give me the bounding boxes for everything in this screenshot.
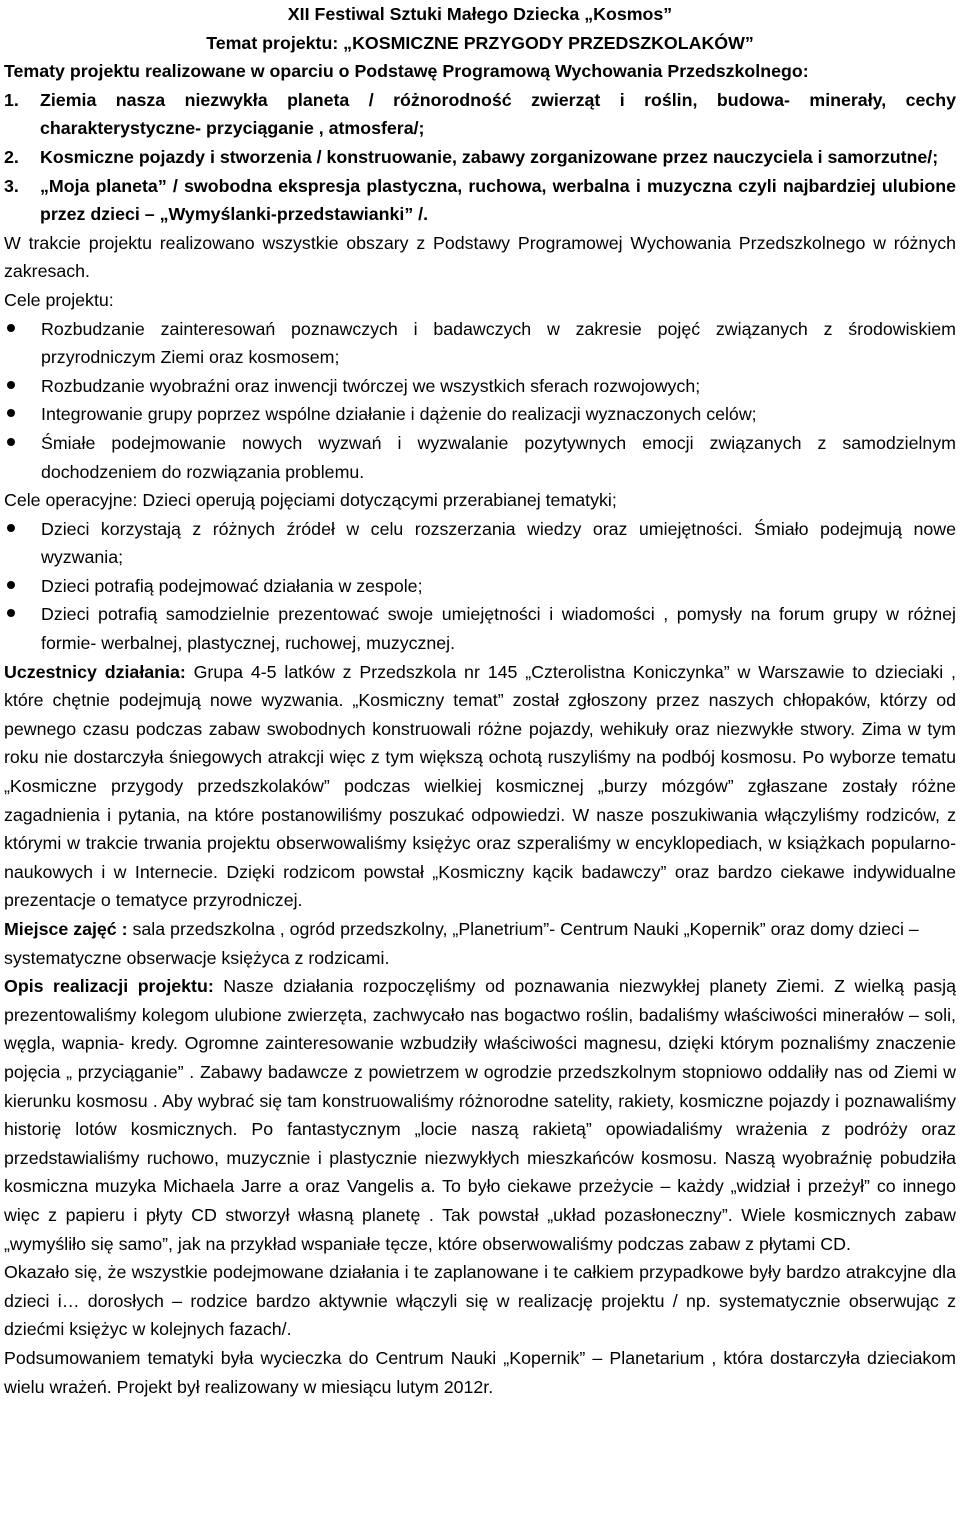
project-title: Temat projektu: „KOSMICZNE PRZYGODY PRZEDSZKOLAKÓW” [206, 32, 754, 53]
topic-number: 3. [4, 175, 19, 196]
goal-text: Rozbudzanie zainteresowań poznawczych i badawczych w zakresie pojęć związanych z środowiskiem przyrodniczym Ziemi oraz kosmosem; [41, 318, 956, 368]
topic-item [4, 172, 956, 229]
topic-text: „Moja planeta” / swobodna ekspresja plastyczna, ruchowa, werbalna i muzyczna czyli najbardziej ulubione przez dzieci – „Wymyślanki-przedstawianki” /. [40, 175, 956, 225]
operational-goals-heading: Cele operacyjne: [4, 490, 138, 511]
bullet-icon [7, 409, 15, 417]
bullet-icon [7, 581, 15, 589]
participants-paragraph [4, 658, 956, 915]
goals-list [4, 315, 956, 487]
bullet-icon [7, 381, 15, 389]
topic-text: Kosmiczne pojazdy i stworzenia / konstruowanie, zabawy zorganizowane przez nauczyciela i samorzutne/; [40, 146, 939, 167]
operational-goals-intro: Dzieci operują pojęciami dotyczącymi przerabianej tematyki; [137, 490, 617, 511]
operational-goal-item [4, 600, 956, 657]
participants-text: Grupa 4-5 latków z Przedszkola nr 145 „Czterolistna Koniczynka” w Warszawie to dzieciaki , które chętnie podejmują nowe wyzwania. „Kosmiczny temat” został zgłoszony przez naszych chłopaków, którzy od pewnego czasu podczas zabaw swobodnych konstruowali różne pojazdy, wehikuły oraz niezwykłe stwory. Zima w tym roku nie dostarczyła śniegowych atrakcji więc z tym większą ochotą ruszyliśmy na podbój kosmosu. Po wyborze tematu „Kosmiczne przygody przedszkolaków” podczas wielkiej kosmicznej „burzy mózgów” zgłaszane zostały różne zagadnienia i pytania, na które postanowiliśmy poszukać odpowiedzi. W nasze poszukiwania włączyliśmy rodziców, z którymi w trakcie trwania projektu obserwowaliśmy księżyc oraz szperaliśmy w encyklopediach, w książkach popularno-naukowych i w Internecie. Dzięki rodzicom powstał „Kosmiczny kącik badawczy” oraz bardzo ciekawe indywidualne prezentacje o tematyce przyrodniczej. [4, 661, 956, 911]
topic-item [4, 86, 956, 143]
operational-goal-text: Dzieci korzystają z różnych źródeł w celu rozszerzania wiedzy oraz umiejętności. Śmiało podejmują nowe wyzwania; [41, 518, 956, 568]
topic-text: Ziemia nasza niezwykła planeta / różnorodność zwierząt i roślin, budowa- minerały, cechy charakterystyczne- przyciąganie , atmosfera/; [40, 89, 956, 139]
summary-paragraph: Podsumowaniem tematyki była wycieczka do Centrum Nauki „Kopernik” – Planetarium , która dostarczyła dzieciakom wielu wrażeń. Projekt był realizowany w miesiącu lutym 2012r. [4, 1347, 956, 1397]
topics-intro: Tematy projektu realizowane w oparciu o Podstawę Programową Wychowania Przedszkolnego: [4, 61, 809, 82]
goal-item [4, 315, 956, 372]
topic-item [4, 143, 956, 172]
operational-goal-text: Dzieci potrafią samodzielnie prezentować swoje umiejętności i wiadomości , pomysły na forum grupy w różnej formie- werbalnej, plastycznej, ruchowej, muzycznej. [41, 604, 956, 654]
place-heading: Miejsce zajęć : [4, 919, 128, 939]
operational-goal-item [4, 572, 956, 601]
topic-number: 1. [4, 89, 19, 110]
bullet-icon [7, 524, 15, 532]
topics-list [4, 86, 956, 229]
place-text: sala przedszkolna , ogród przedszkolny, „Planetrium”- Centrum Nauki „Kopernik” oraz domy dzieci – systematyczne obserwacje księżyca z rodzicami. [4, 919, 919, 968]
goal-text: Śmiałe podejmowanie nowych wyzwań i wyzwalanie pozytywnych emocji związanych z samodzielnym dochodzeniem do rozwiązania problemu. [41, 432, 956, 482]
operational-goal-item [4, 515, 956, 572]
operational-goals-list [4, 515, 956, 658]
operational-goals-paragraph [4, 486, 956, 515]
goal-text: Integrowanie grupy poprzez wspólne działanie i dążenie do realizacji wyznaczonych celów; [41, 404, 757, 425]
goal-item [4, 372, 956, 401]
goal-item [4, 400, 956, 429]
bullet-icon [7, 438, 15, 446]
scope-paragraph: W trakcie projektu realizowano wszystkie obszary z Podstawy Programowej Wychowania Przedszkolnego w różnych zakresach. [4, 232, 956, 282]
bullet-icon [7, 609, 15, 617]
conclusion-paragraph: Okazało się, że wszystkie podejmowane działania i te zaplanowane i te całkiem przypadkowe były bardzo atrakcyjne dla dzieci i… dorosłych – rodzice bardzo aktywnie włączyli się w realizację projektu / np. systematycznie obserwując z dziećmi księżyc w kolejnych fazach/. [4, 1262, 956, 1340]
goal-item [4, 429, 956, 486]
participants-heading: Uczestnicy działania: [4, 661, 186, 682]
festival-title: XII Festiwal Sztuki Małego Dziecka „Kosmos” [287, 4, 673, 24]
goals-heading: Cele projektu: [4, 289, 114, 310]
goal-text: Rozbudzanie wyobraźni oraz inwencji twórczej we wszystkich sferach rozwojowych; [41, 375, 701, 396]
description-heading: Opis realizacji projektu: [4, 976, 214, 997]
bullet-icon [7, 324, 15, 332]
description-paragraph [4, 972, 956, 1258]
operational-goal-text: Dzieci potrafią podejmować działania w zespole; [41, 575, 423, 596]
description-text: Nasze działania rozpoczęliśmy od poznawania niezwykłej planety Ziemi. Z wielką pasją prezentowaliśmy kolegom ulubione zwierzęta, zachwycało nas bogactwo roślin, badaliśmy właściwości minerałów – soli, węgla, wapnia- kredy. Ogromne zainteresowanie wzbudziły właściwości magnesu, dzięki którym poznaliśmy znaczenie pojęcia „ przyciąganie” . Zabawy badawcze z powietrzem w ogrodzie przedszkolnym stopniowo oddaliły nas od Ziemi w kierunku kosmosu . Aby wybrać się tam konstruowaliśmy różnorodne satelity, rakiety, kosmiczne pojazdy i poznawaliśmy historię lotów kosmicznych. Po fantastycznym „locie naszą rakietą” opowiadaliśmy wrażenia z podróży oraz przedstawialiśmy ruchowo, muzycznie i plastycznie niezwykłych mieszkańców kosmosu. Naszą wyobraźnię pobudziła kosmiczna muzyka Michaela Jarre a oraz Vangelis a. To było ciekawe przeżycie – każdy „widział i przeżył” co innego więc z papieru i płyty CD stworzył własną planetę . Tak powstał „układ pozasłoneczny”. Wiele kosmicznych zabaw „wymyśliło się samo”, jak na przykład wspaniałe tęcze, które obserwowaliśmy podczas zabaw z płytami CD. [4, 976, 956, 1254]
place-paragraph [4, 915, 956, 972]
topic-number: 2. [4, 146, 19, 167]
